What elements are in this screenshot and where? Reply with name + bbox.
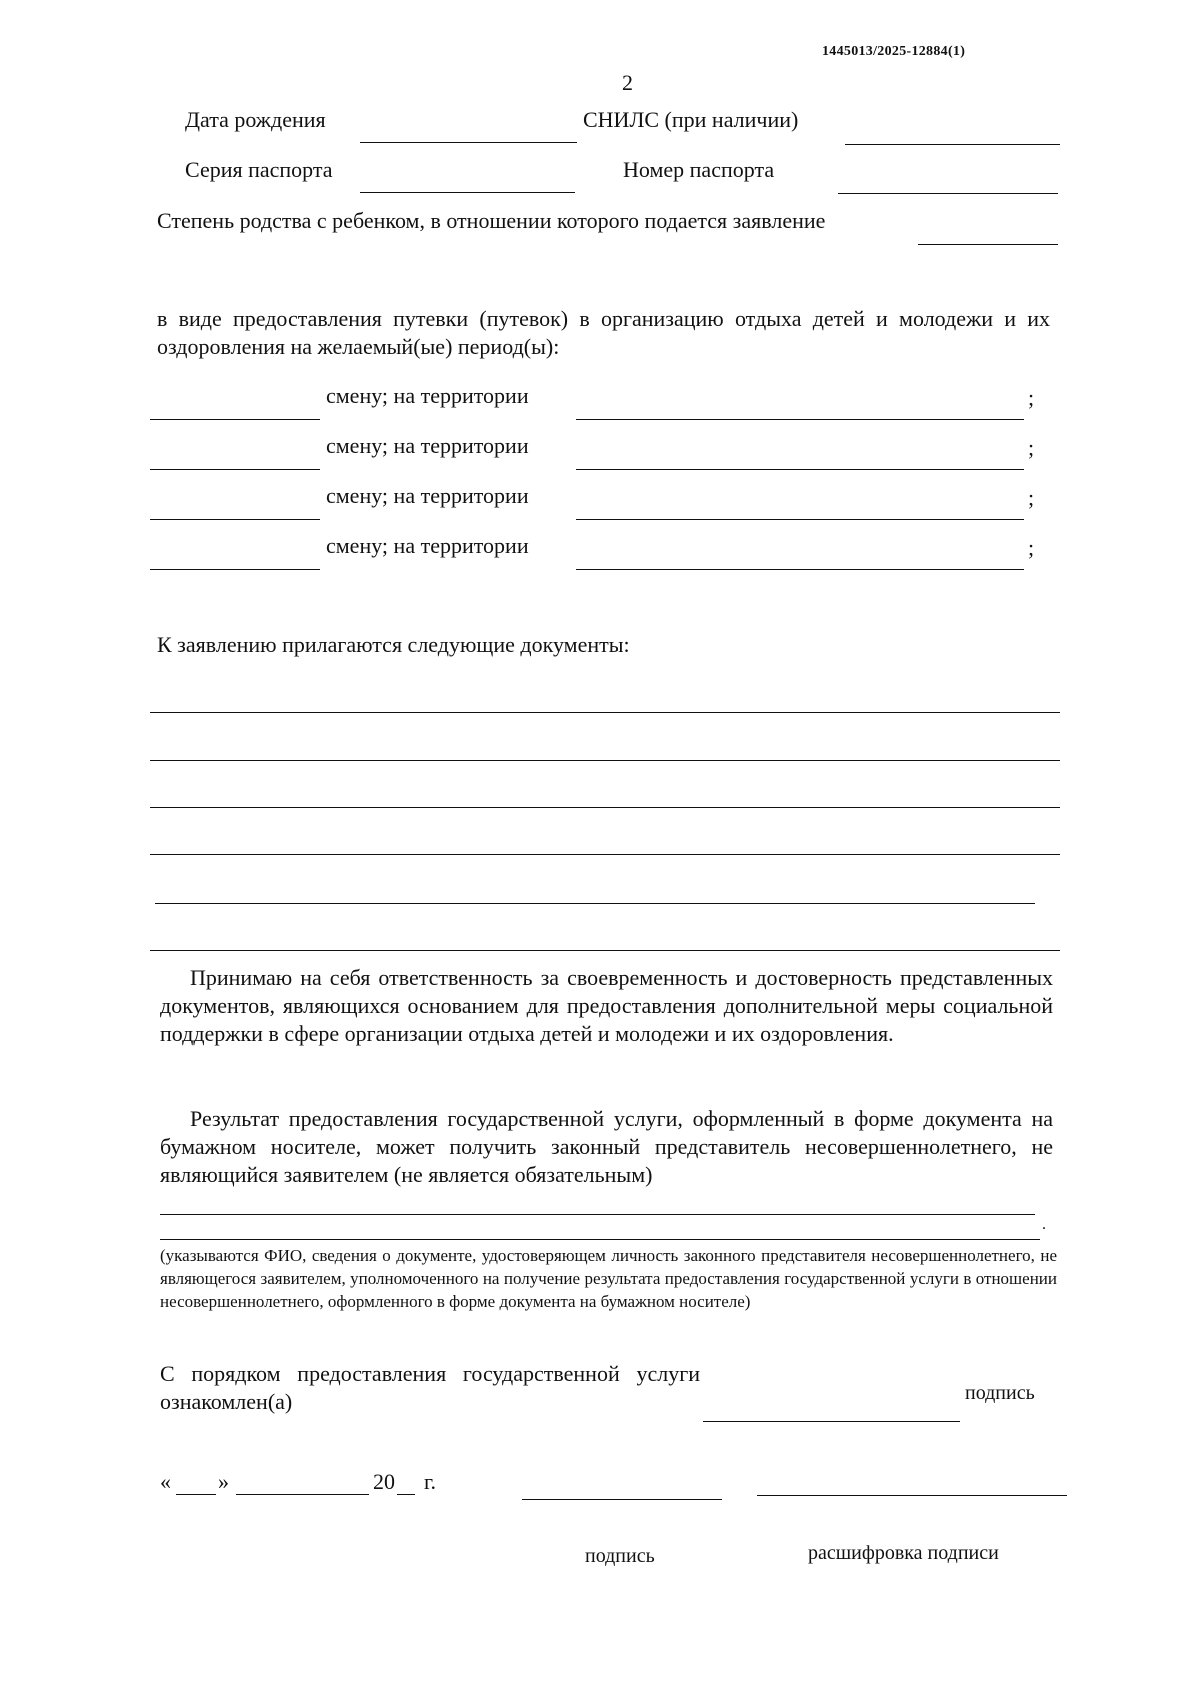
representative-note: (указываются ФИО, сведения о документе, удостоверяющем личность законного представителя несовершеннолетнего, не являющегося заявителем, уполномоченного на получение результата предоставления государственной услуги в отношении несовершеннолетнего, оформленного в форме документа на бумажном носителе) (160, 1246, 1057, 1311)
result-statement: Результат предоставления государственной услуги, оформленный в форме документа на бумажном носителе, может получить законный представитель несовершеннолетнего, не являющийся заявителем (не является обязательным) (160, 1106, 1053, 1187)
representative-field[interactable] (160, 1239, 1040, 1240)
documents-line[interactable] (150, 950, 1060, 951)
passport-number-label: Номер паспорта (623, 157, 775, 182)
documents-line[interactable] (150, 760, 1060, 761)
snils-field[interactable] (845, 144, 1060, 145)
signature-decoding-label: расшифровка подписи (808, 1542, 999, 1564)
shift-field[interactable] (150, 519, 320, 520)
shift-label: смену; на территории (326, 383, 529, 408)
date-year-prefix: 20 (373, 1469, 395, 1494)
date-year-field[interactable] (397, 1494, 415, 1495)
voucher-intro: в виде предоставления путевки (путевок) в организацию отдыха детей и молодежи и их оздоровления на желаемый(ые) период(ы): (157, 306, 1050, 359)
page-number: 2 (622, 70, 633, 95)
acknowledge-signature-label: подпись (965, 1382, 1035, 1404)
acknowledge-signature-field[interactable] (703, 1421, 960, 1422)
row-semicolon: ; (1028, 385, 1035, 410)
kinship-field[interactable] (918, 244, 1058, 245)
territory-field[interactable] (576, 469, 1024, 470)
signature-decoding-field[interactable] (757, 1495, 1067, 1496)
documents-line[interactable] (150, 854, 1060, 855)
shift-field[interactable] (150, 419, 320, 420)
row-semicolon: ; (1028, 435, 1035, 460)
date-day-field[interactable] (176, 1494, 216, 1495)
acknowledge-text: С порядком предоставления государственной услуги ознакомлен(а) (160, 1361, 700, 1414)
documents-title: К заявлению прилагаются следующие документы: (157, 632, 630, 657)
date-open-quote: « (160, 1469, 171, 1494)
signature-field[interactable] (522, 1499, 722, 1500)
passport-series-field[interactable] (360, 192, 575, 193)
shift-field[interactable] (150, 469, 320, 470)
shift-label: смену; на территории (326, 533, 529, 558)
documents-line[interactable] (150, 712, 1060, 713)
passport-number-field[interactable] (838, 193, 1058, 194)
date-close-quote: » (218, 1469, 229, 1494)
birth-date-label: Дата рождения (185, 107, 326, 132)
birth-date-field[interactable] (360, 142, 577, 143)
kinship-label: Степень родства с ребенком, в отношении которого подается заявление (157, 208, 826, 233)
representative-end-mark: . (1042, 1216, 1046, 1233)
territory-field[interactable] (576, 519, 1024, 520)
shift-label: смену; на территории (326, 483, 529, 508)
date-month-field[interactable] (236, 1494, 369, 1495)
row-semicolon: ; (1028, 485, 1035, 510)
document-id: 1445013/2025-12884(1) (822, 44, 966, 59)
shift-field[interactable] (150, 569, 320, 570)
passport-series-label: Серия паспорта (185, 157, 333, 182)
row-semicolon: ; (1028, 535, 1035, 560)
shift-label: смену; на территории (326, 433, 529, 458)
signature-label: подпись (585, 1545, 655, 1567)
responsibility-statement: Принимаю на себя ответственность за своевременность и достоверность представленных документов, являющихся основанием для предоставления дополнительной меры социальной поддержки в сфере организации отдыха детей и молодежи и их оздоровления. (160, 965, 1053, 1046)
documents-line[interactable] (155, 903, 1035, 904)
documents-line[interactable] (150, 807, 1060, 808)
date-year-suffix: г. (424, 1469, 437, 1494)
territory-field[interactable] (576, 569, 1024, 570)
snils-label: СНИЛС (при наличии) (583, 107, 799, 132)
territory-field[interactable] (576, 419, 1024, 420)
representative-field[interactable] (160, 1214, 1035, 1215)
